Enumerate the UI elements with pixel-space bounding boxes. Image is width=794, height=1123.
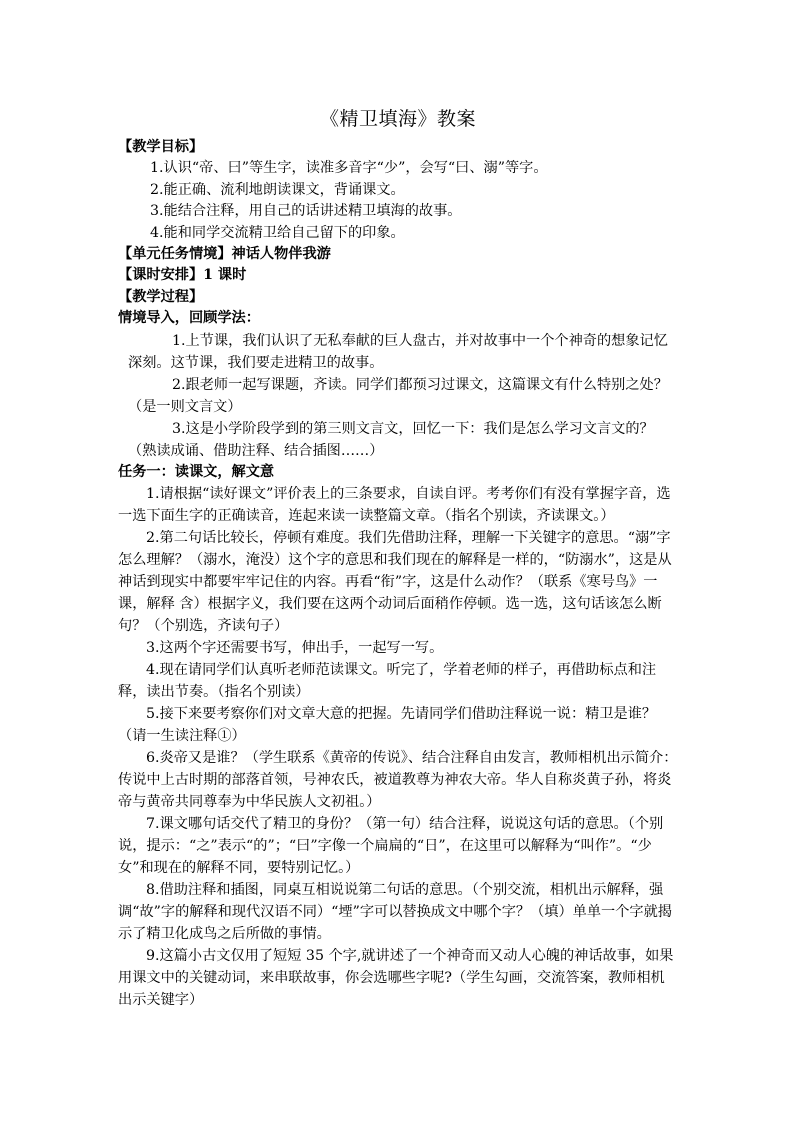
task1-item: 3.这两个字还需要书写，伸出手，一起写一写。 [146, 640, 444, 657]
task1-item: 6.炎帝又是谁？（学生联系《黄帝的传说》、结合注释自由发言，教师相机出示简介：传说中上古时期的部落首领，号神农氏，被道教尊为神农大帝。华人自称炎黄子孙，将炎帝与黄帝共同尊奉为中华民族人文初祖。） [118, 750, 678, 811]
document-page [118, 100, 678, 1011]
goal-item: 3.能结合注释，用自己的话讲述精卫填海的故事。 [150, 203, 462, 220]
task1-item: 4.现在请同学们认真听老师范读课文。听完了，学着老师的样子，再借助标点和注释，读出节奏。（指名个别读） [118, 662, 657, 701]
intro-item: 3.这是小学阶段学到的第三则文言文，回忆一下：我们是怎么学习文言文的？（熟读成诵、借助注释、结合插图……） [128, 420, 654, 459]
task1-item: 2.第二句话比较长，停顿有难度。我们先借助注释，理解一下关键字的意思。“溺”字怎么理解？（溺水，淹没）这个字的意思和我们现在的解释是一样的，“防溺水”，这是从神话到现实中都要牢牢记住的内容。再看“衔”字，这是什么动作？（联系《寒号鸟》一课，解释 含）根据字义，我们要在这两个动词后面稍作停顿。选一选，这句话该怎么断句？（个别选，齐读句子） [118, 530, 672, 635]
unit-task: 【单元任务情境】神话人物伴我游 [118, 246, 331, 263]
task1-item: 8.借助注释和插图，同桌互相说说第二句话的意思。（个别交流，相机出示解释，强调“故”字的解释和现代汉语不同）“堙”字可以替换成文中哪个字？（填）单单一个字就揭示了精卫化成鸟之后所做的事情。 [118, 882, 672, 943]
goals-heading: 【教学目标】 [118, 139, 204, 155]
goal-item: 4.能和同学交流精卫给自己留下的印象。 [150, 224, 405, 241]
goal-item: 2.能正确、流利地朗读课文，背诵课文。 [150, 181, 405, 198]
intro-item: 2.跟老师一起写课题，齐读。同学们都预习过课文，这篇课文有什么特别之处？（是一则文言文） [128, 376, 668, 415]
intro-item: 1.上节课，我们认识了无私奉献的巨人盘古，并对故事中一个个神奇的想象记忆深刻。这节课，我们要走进精卫的故事。 [128, 332, 668, 371]
goal-item: 1.认识“帝、曰”等生字，读准多音字“少”，会写“曰、溺”等字。 [150, 160, 548, 177]
task1-item: 7.课文哪句话交代了精卫的身份？（第一句）结合注释，说说这句话的意思。（个别说，提示：“之”表示“的”；“曰”字像一个扁扁的“日”，在这里可以解释为“叫作”。“少女”和现在的解释不同，要特别记忆。） [118, 816, 664, 877]
page-title: 《精卫填海》教案 [319, 108, 476, 130]
task1-heading: 任务一：读课文，解文意 [118, 463, 275, 480]
schedule: 【课时安排】1 课时 [118, 267, 247, 284]
intro-heading: 情境导入，回顾学法： [118, 310, 260, 327]
task1-item: 5.接下来要考察你们对文章大意的把握。先请同学们借助注释说一说：精卫是谁？（请一生读注释①） [118, 706, 657, 745]
process-heading: 【教学过程】 [118, 288, 204, 305]
task1-item: 1.请根据“读好课文”评价表上的三条要求，自读自评。考考你们有没有掌握字音，选一选下面生字的正确读音，连起来读一读整篇文章。（指名个别读，齐读课文。） [118, 486, 671, 525]
task1-item: 9.这篇小古文仅用了短短 35 个字,就讲述了一个神奇而又动人心魄的神话故事，如果用课文中的关键动词，来串联故事，你会选哪些字呢?（学生勾画，交流答案，教师相机出示关键字） [118, 948, 674, 1009]
